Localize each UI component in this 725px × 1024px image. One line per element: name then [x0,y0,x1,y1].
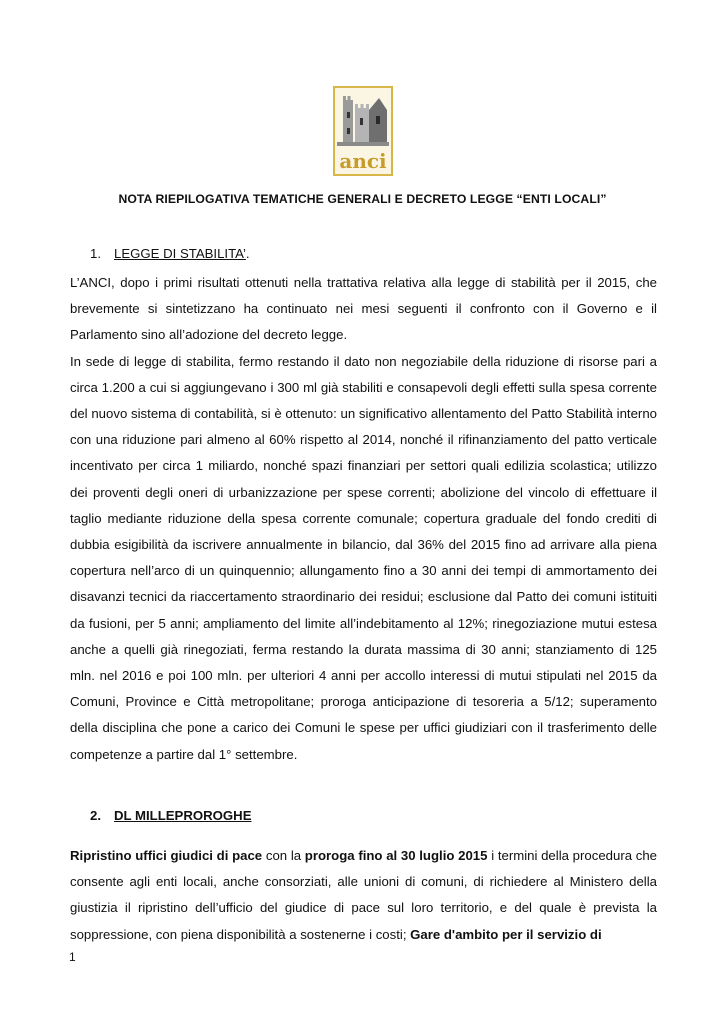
bold-phrase-gare: Gare d'ambito per il servizio di [410,926,602,942]
bold-phrase-uffici: Ripristino uffici giudici di pace [70,848,263,863]
text-segment-1: con la [262,848,305,863]
bold-phrase-proroga: proroga fino al 30 luglio 2015 [304,848,488,863]
section-1-paragraph-1: L’ANCI, dopo i primi risultati ottenuti nella trattativa relativa alla legge di stabilità per il 2015, che brevemente si sintetizzano ha continuato nei mesi seguenti il confronto con il Governo e il Parlamento sino all’adozione del decreto legge. [70,275,657,343]
svg-text:anci: anci [339,149,387,173]
section-1-paragraph-2: In sede di legge di stabilita, fermo restando il dato non negoziabile della riduzione di risorse pari a circa 1.200 a cui si aggiungevano i 300 ml già stabiliti e consapevoli degli effetti sulla spesa corrente del nuovo sistema di contabilità, si è ottenuto: un significativo allentamento del Patto Stabilità interno con una riduzione pari almeno al 60% rispetto al 2014, nonché il rifinanziamento del patto verticale incentivato per circa 1 miliardo, nonché spazi finanziari per settori quali edilizia scolastica; utilizzo dei proventi degli oneri di urbanizzazione per spese correnti; abolizione del vincolo di effettuare il taglio mediante riduzione della spesa corrente comunale; copertura graduale del fondo crediti di dubbia esigibilità da iscrivere annualmente in bilancio, dal 36% del 2015 fino ad arrivare alla piena copertura nell’arco di un quinquennio; allungamento fino a 30 anni dei tempi di ammortamento dei disavanzi tecnici da riaccertamento straordinario dei residui; esclusione dal Patto dei comuni istituiti da fusioni, per 5 anni; ampliamento del limite all’indebitamento al 12%; rinegoziazione mutui estesa anche a quelli già rinegoziati, ferma restando la durata massima di 30 anni; stanziamento di 125 mln. nel 2016 e poi 100 mln. per ulteriori 4 anni per accollo interessi di mutui stipulati nel 2015 da Comuni, Province e Città metropolitane; proroga anticipazione di tesoreria a 5/12; superamento della disciplina che pone a carico dei Comuni le spese per uffici giudiziari con il trasferimento delle competenze a partire dal 1° settembre. [70,353,657,762]
section-1-heading [90,246,250,261]
page-number: 1 [69,950,76,964]
section-1-number: 1. [90,246,101,261]
section-1-title-suffix: . [245,246,250,261]
section-2-paragraph [70,843,657,948]
document-title: NOTA RIEPILOGATIVA TEMATICHE GENERALI E DECRETO LEGGE “ENTI LOCALI” [118,192,607,206]
section-2-heading [90,808,252,823]
section-2-body [70,843,657,948]
text-segment-2: i termini della procedura che consente agli enti locali, anche consorziati, alle unioni di comuni, di richiedere al Ministero della giustizia il ripristino dell’ufficio del giudice di pace sul loro territorio, e del quale è prevista la soppressione, con piena disponibilità a sostenerne i costi; [70,848,658,942]
section-1-body [70,270,657,768]
section-2-title: DL MILLEPROROGHE [114,808,252,823]
section-2-number: 2. [90,808,101,823]
anci-logo [333,86,393,176]
section-1-title: LEGGE DI STABILITA’ [114,246,246,261]
